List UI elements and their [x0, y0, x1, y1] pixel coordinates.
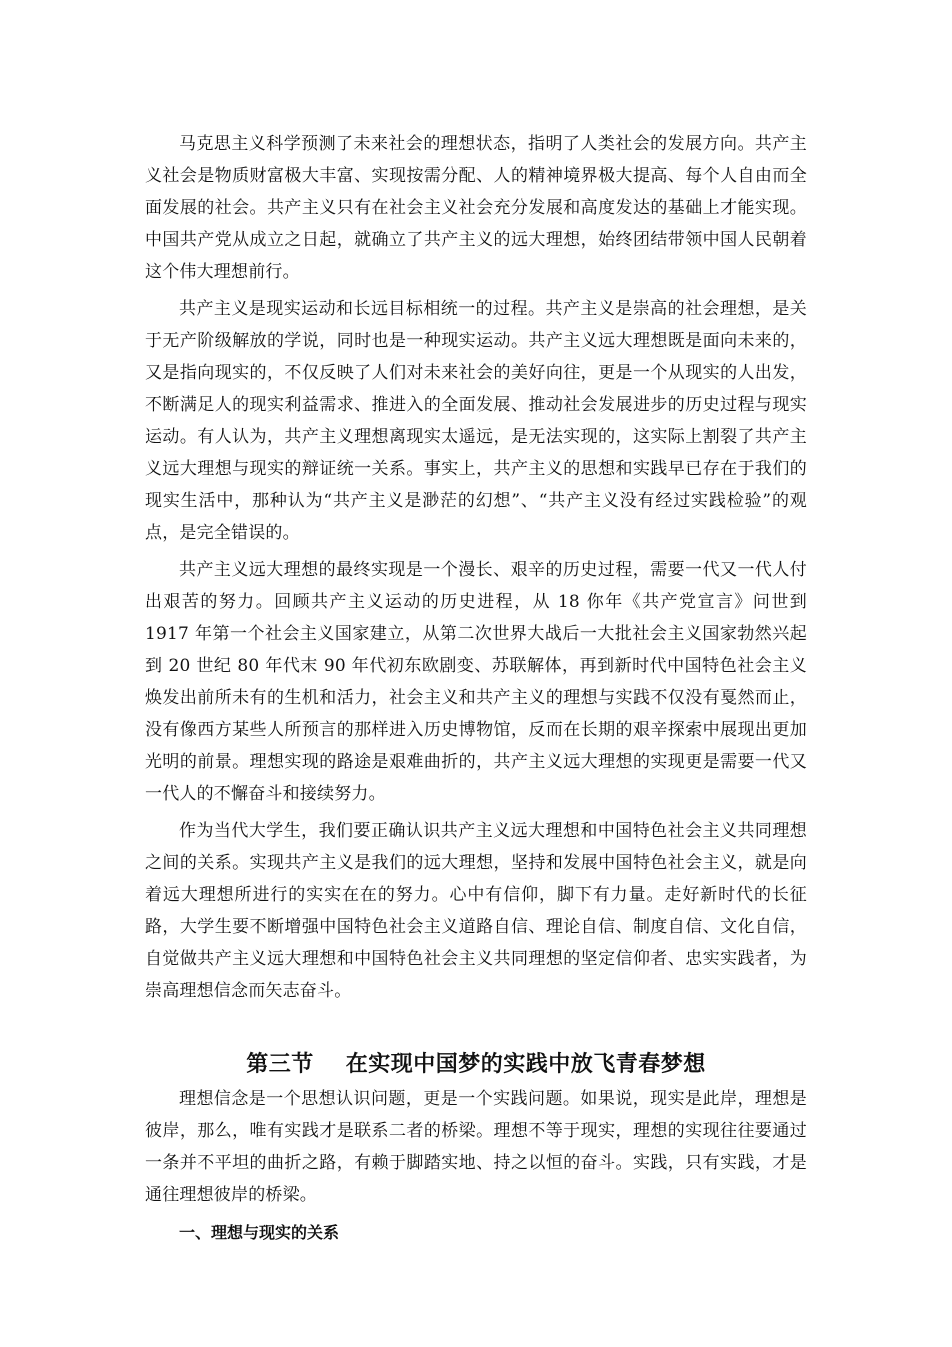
subsection-heading: 一、理想与现实的关系	[179, 1223, 340, 1242]
paragraph-1: 马克思主义科学预测了未来社会的理想状态，指明了人类社会的发展方向。共产主义社会是物质财富极大丰富、实现按需分配、人的精神境界极大提高、每个人自由而全面发展的社会。共产主义只有在社会主义社会充分发展和高度发达的基础上才能实现。中国共产党从成立之日起，就确立了共产主义的远大理想，始终团结带领中国人民朝着这个伟大理想前行。	[145, 134, 807, 282]
paragraph-2: 共产主义是现实运动和长远目标相统一的过程。共产主义是崇高的社会理想，是关于无产阶级解放的学说，同时也是一种现实运动。共产主义远大理想既是面向未来的，又是指向现实的，不仅反映了人们对未来社会的美好向往，更是一个从现实的人出发，不断满足人的现实利益需求、推进入的全面发展、推动社会发展进步的历史过程与现实运动。有人认为，共产主义理想离现实太遥远，是无法实现的，这实际上割裂了共产主义远大理想与现实的辩证统一关系。事实上，共产主义的思想和实践早已存在于我们的现实生活中，那种认为“共产主义是渺茫的幻想”、“共产主义没有经过实践检验”的观点，是完全错误的。	[145, 299, 807, 543]
paragraph-4: 作为当代大学生，我们要正确认识共产主义远大理想和中国特色社会主义共同理想之间的关系。实现共产主义是我们的远大理想，坚持和发展中国特色社会主义，就是向着远大理想所进行的实实在在的努力。心中有信仰，脚下有力量。走好新时代的长征路，大学生要不断增强中国特色社会主义道路自信、理论自信、制度自信、文化自信，自觉做共产主义远大理想和中国特色社会主义共同理想的坚定信仰者、忠实实践者，为崇高理想信念而矢志奋斗。	[145, 821, 807, 1001]
section-intro-paragraph: 理想信念是一个思想认识问题，更是一个实践问题。如果说，现实是此岸，理想是彼岸，那么，唯有实践才是联系二者的桥梁。理想不等于现实，理想的实现往往要通过一条并不平坦的曲折之路，有赖于脚踏实地、持之以恒的奋斗。实践，只有实践，才是通往理想彼岸的桥梁。	[145, 1089, 807, 1205]
section-title-text: 在实现中国梦的实践中放飞青春梦想	[345, 1051, 706, 1077]
section-number: 第三节	[246, 1051, 314, 1077]
document-page	[145, 128, 807, 1249]
paragraph-3: 共产主义远大理想的最终实现是一个漫长、艰辛的历史过程，需要一代又一代人付出艰苦的努力。回顾共产主义运动的历史进程，从 18 你年《共产党宣言》问世到 1917 年第一个社会主义国家建立，从第二次世界大战后一大批社会主义国家勃然兴起到 20 世纪 80 年代末 90 年代初东欧剧变、苏联解体，再到新时代中国特色社会主义焕发出前所未有的生机和活力，社会主义和共产主义的理想与实践不仅没有戛然而止，没有像西方某些人所预言的那样进入历史博物馆，反而在长期的艰辛探索中展现出更加光明的前景。理想实现的路途是艰难曲折的，共产主义远大理想的实现更是需要一代又一代人的不懈奋斗和接续努力。	[145, 560, 807, 804]
section-title	[145, 1047, 807, 1081]
